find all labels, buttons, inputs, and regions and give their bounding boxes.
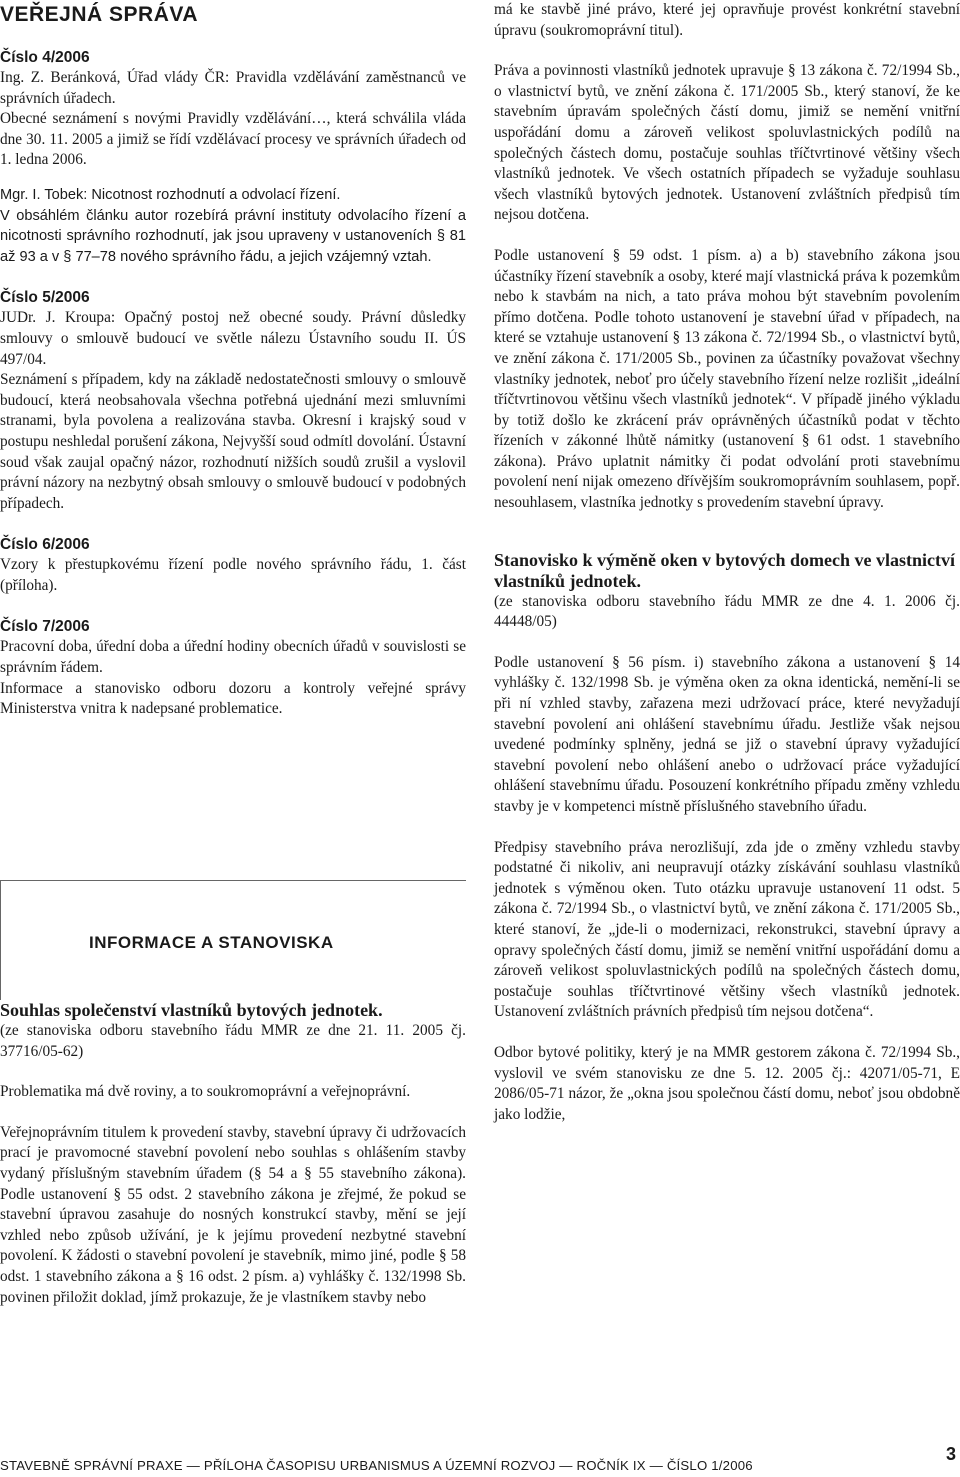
article-subtitle: (ze stanoviska odboru stavebního řádu MMR ze dne 21. 11. 2005 čj. 37716/05-62) [0,1022,466,1060]
article-subtitle: (ze stanoviska odboru stavebního řádu MMR ze dne 4. 1. 2006 čj. 44448/05) [494,592,960,631]
article-paragraph: Odbor bytové politiky, který je na MMR gestorem zákona č. 72/1994 Sb., vyslovil ve svém stanovisku ze dne 5. 12. 2005 čj.: 42071/05-71, E 2086/05-71 názor, že „okna jsou společnou částí domu, neboť jsou obdobně jako lodžie, [494,1043,960,1123]
page-footer [0,1444,960,1474]
left-article [0,1000,466,1308]
article-paragraph: Předpisy stavebního práva nerozlišují, zda jde o změny vzhledu stavby podstatné či nikoliv, ani neupravují otázky získávání souhlasu vlastníků jednotek s výměnou oken. Tuto otázku upravuje ustanovení 11 odst. 5 zákona č. 72/1994 Sb., o vlastnictví bytů, ve znění zákona č. 171/2005 Sb., které stanoví, že „jde-li o modernizaci, rekonstrukci, stavební úpravy a opravy společných částí domu, jimiž se nemění vnitřní uspořádání domu a zároveň velikost spoluvlastnických podílů na společných částech domu, postačuje souhlas tříčtvrtinové většiny všech vlastníků jednotek. Ustanovení zvláštních právních předpisů tím nejsou dotčena“. [494,838,960,1021]
article-title: Souhlas společenství vlastníků bytových jednotek. [0,1000,383,1020]
right-column [494,0,960,1125]
article-paragraph: Podle ustanovení § 59 odst. 1 písm. a) a b) stavebního zákona jsou účastníky řízení stavebník a osoby, které mají vlastnická práva k pozemkům nebo k stavbám na nich, a tato práva mohou být stavebním povolením přímo dotčena. Podle tohoto ustanovení je stavební úřad v případech, na které se vztahuje ustanovení § 13 zákona č. 72/1994 Sb., o vlastnictví bytů, ve znění zákona č. 171/2005 Sb., povinen za účastníky považovat všechny vlastníky jednotek, neboť pro účely stavebního řízení nelze rozlišit „ideální tříčtvrtinovou většinu všech vlastníků jednotek“. V případě jiného výkladu by totiž došlo ke zkrácení práv oprávněných účastníků podat v těchto řízeních v zákonné lhůtě námitky (ustanovení § 61 odst. 1 stavebního zákona). Právo uplatnit námitky či podat odvolání proti stavebnímu povolení není nijak omezeno dřívějším soukromoprávním souhlasem, popř. nesouhlasem, vlastníka jednotky s provedením stavební úpravy. [494,246,960,512]
issue-text: Seznámení s případem, kdy na základě nedostatečnosti smlouvy o smlouvě budoucí, která neobsahovala všechna potřebná ujednání mezi smluvními stranami, byla povolena a realizována stavba. Okresní i krajský soud v postupu neshledal porušení zákona, Nejvyšší soud odmítl dovolání. Ústavní soud však zaujal opačný názor, rozhodnutí nižších soudů zrušil a vyslovil právní názory na nezbytný obsah smlouvy o smlouvě budoucí v podobných případech. [0,371,466,512]
left-column [0,0,466,720]
page-number: 3 [945,1444,956,1464]
section-header: VEŘEJNÁ SPRÁVA [0,3,198,26]
issue-number: Číslo 4/2006 [0,49,90,66]
issue-number: Číslo 7/2006 [0,618,90,636]
issue-text: Pracovní doba, úřední doba a úřední hodiny obecních úřadů v souvislosti se správním řádem. [0,638,466,677]
info-box [0,880,466,1000]
issue-text: Informace a stanovisko odboru dozoru a kontroly veřejné správy Ministerstva vnitra k nadepsané problematice. [0,679,466,718]
article-paragraph: Podle ustanovení § 56 písm. i) stavebního zákona a ustanovení § 14 vyhlášky č. 132/1998 Sb. je výměna oken za okna identická, nemění-li se při ní vzhled stavby, zařazena mezi udržovací práce, které nevyžadují stavební povolení ani ohlášení stavebnímu úřadu. Jestliže však nejsou uvedené podmínky splněny, jedná se již o stavební úpravy vyžadující stavební povolení nebo ohlášení anebo o udržovací práce vyžadující ohlášení stavebnímu úřadu. Posouzení konkrétního případu změny vzhledu stavby je v kompetenci místně příslušného stavebního úřadu. [494,653,960,815]
issue-text: Mgr. I. Tobek: Nicotnost rozhodnutí a odvolací řízení. [0,186,341,203]
issue-text: Ing. Z. Beránková, Úřad vlády ČR: Pravidla vzdělávání zaměstnanců ve správních úřadech. [0,69,466,107]
article-paragraph: Práva a povinnosti vlastníků jednotek upravuje § 13 zákona č. 72/1994 Sb., o vlastnictví bytů, ve znění zákona č. 171/2005 Sb., který stanoví, že ke stavebním úpravám společných částí domu, jimiž se nemění vnitřní uspořádání domu a zároveň velikost spoluvlastnických podílů na společných částech domu, postačuje souhlas tříčtvrtinové většiny všech vlastníků jednotek. Ve všech ostatních případech se vyžaduje souhlasu všech vlastníků bytových jednotek. Ustanovení zvláštních předpisů tím nejsou dotčena. [494,62,960,224]
issue-6 [0,534,466,596]
issue-text: Vzory k přestupkovému řízení podle nového správního řádu, 1. část (příloha). [0,556,466,594]
issue-text: V obsáhlém článku autor rozebírá právní instituty odvolacího řízení a nicotnosti správního rozhodnutí, jak jsou upraveny v ustanoveních § 81 až 93 a v § 77–78 nového správního řádu, a jejich vzájemný vztah. [0,207,466,265]
article-paragraph: Veřejnoprávním titulem k provedení stavby, stavební úpravy či udržovacích prací je pravomocné stavební povolení nebo souhlas s ohlášením stavby vydaný příslušným stavebním úřadem (§ 54 a § 55 stavebního zákona). Podle ustanovení § 55 odst. 2 stavebního zákona je zřejmé, že pokud se stavební úpravou zasahuje do nosných konstrukcí stavby, mění se její vzhled nebo způsob užívání, je k jejímu provedení nezbytné stavební povolení. K žádosti o stavební povolení je stavebník, mimo jiné, podle § 58 odst. 1 stavebního zákona a § 16 odst. 2 písm. a) vyhlášky č. 132/1998 Sb. povinen přiložit doklad, jímž prokazuje, že je vlastníkem stavby nebo [0,1123,466,1306]
issue-text: JUDr. J. Kroupa: Opačný postoj než obecné soudy. Právní důsledky smlouvy o smlouvě budoucí ve světle nálezu Ústavního soudu II. ÚS 497/04. [0,309,466,368]
issue-4 [0,47,466,267]
issue-number: Číslo 6/2006 [0,536,90,554]
article-paragraph: Problematika má dvě roviny, a to soukromoprávní a veřejnoprávní. [0,1083,411,1101]
footer-text: STAVEBNĚ SPRÁVNÍ PRAXE — PŘÍLOHA ČASOPISU URBANISMUS A ÚZEMNÍ ROZVOJ — ROČNÍK IX — ČÍSLO 1/2006 [0,1458,753,1473]
article-title: Stanovisko k výměně oken v bytových domech ve vlastnictví vlastníků jednotek. [494,549,956,591]
issue-number: Číslo 5/2006 [0,289,90,307]
info-box-title: INFORMACE A STANOVISKA [89,933,334,952]
issue-7 [0,616,466,719]
article-paragraph: má ke stavbě jiné právo, které jej opravňuje provést konkrétní stavební úpravu (soukromoprávní titul). [494,1,960,39]
issue-5 [0,287,466,514]
issue-text: Obecné seznámení s novými Pravidly vzdělávání…, která schválila vláda dne 30. 11. 2005 a jimiž se řídí vzdělávací procesy ve správních úřadech od 1. ledna 2006. [0,110,466,169]
